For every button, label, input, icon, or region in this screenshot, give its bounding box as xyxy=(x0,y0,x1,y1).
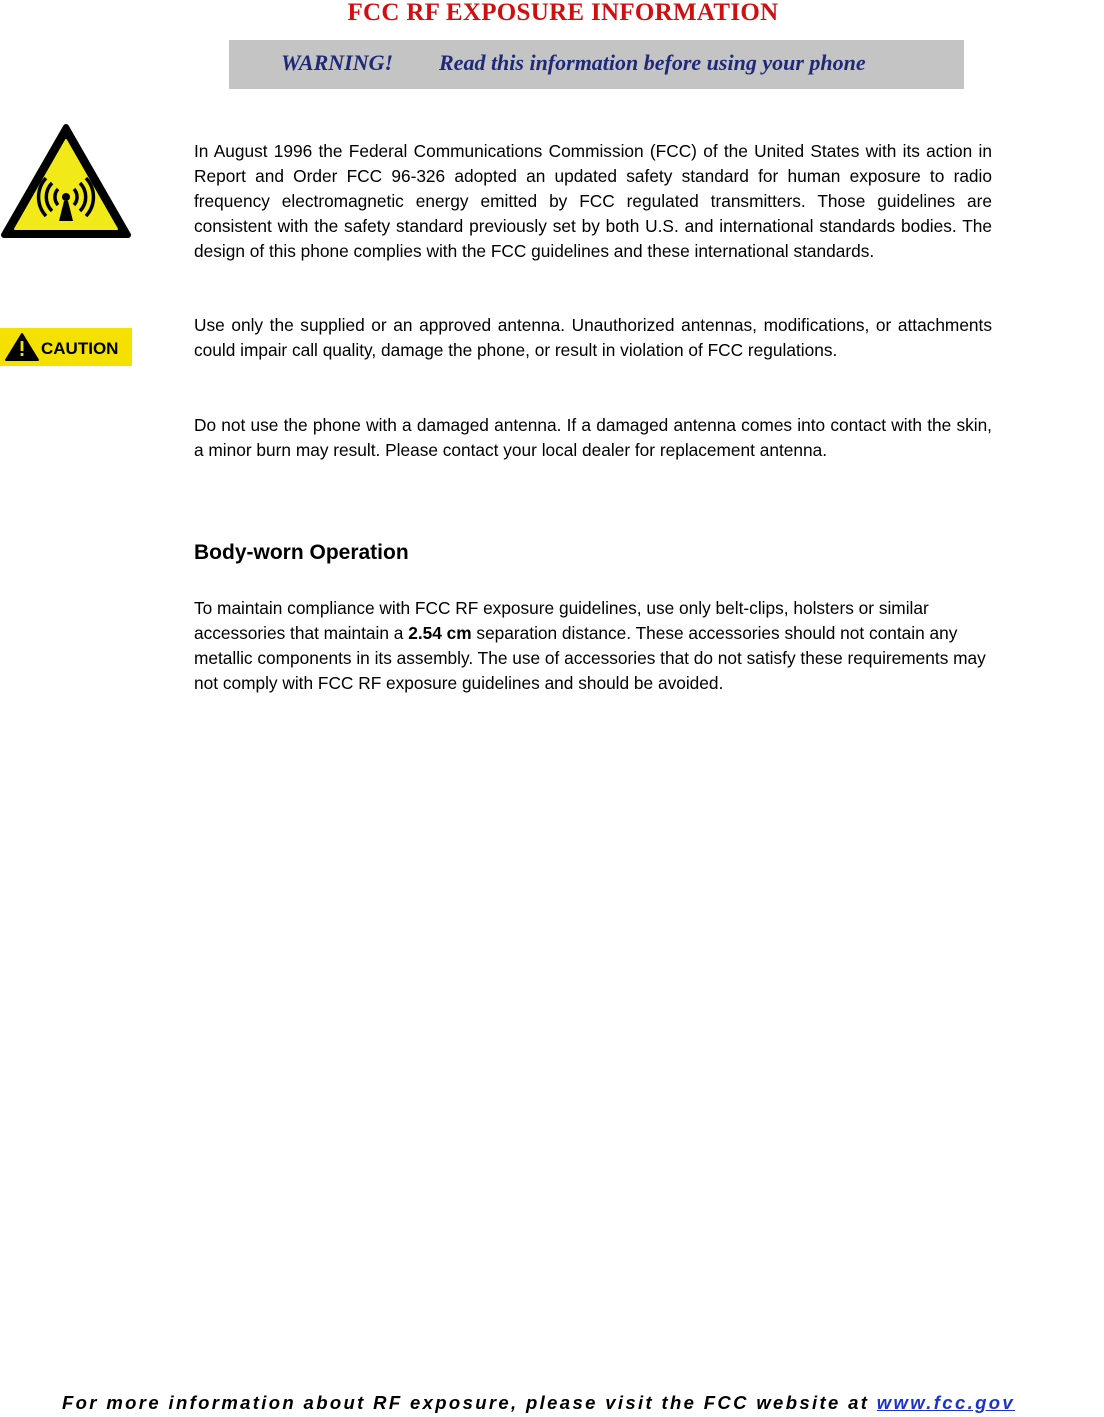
body-worn-text-end: separation distance. These accessories should not contain any metallic components in its assembly. The use of accessories that do not satisfy these requirements may not comply with FCC RF exposure guidelines and should be avoided. xyxy=(194,623,986,693)
rf-radiation-warning-icon xyxy=(0,123,132,241)
body-worn-text-start: To maintain compliance with FCC RF exposure guidelines, use only belt-clips, holsters or similar accessories that maintain a xyxy=(194,598,929,643)
page-title: FCC RF EXPOSURE INFORMATION xyxy=(347,0,779,26)
fcc-website-link[interactable]: www.fcc.gov xyxy=(876,1392,1016,1413)
caution-label-text: CAUTION xyxy=(41,339,119,358)
footer-text: For more information about RF exposure, please visit the FCC website at xyxy=(62,1392,877,1413)
body-worn-heading: Body-worn Operation xyxy=(194,541,409,564)
body-worn-paragraph xyxy=(194,596,992,696)
warning-banner xyxy=(229,40,964,89)
footer-note xyxy=(62,1391,1015,1415)
separation-distance: 2.54 cm xyxy=(408,623,472,643)
warning-text: Read this information before using your phone xyxy=(439,50,866,75)
intro-paragraph: In August 1996 the Federal Communications Commission (FCC) of the United States with its action in Report and Order FCC 96-326 adopted an updated safety standard for human exposure to radio frequency electromagnetic energy emitted by FCC regulated transmitters. Those guidelines are consistent with the safety standard previously set by both U.S. and international standards bodies. The design of this phone complies with the FCC guidelines and these international standards. xyxy=(194,141,992,261)
damaged-antenna-paragraph: Do not use the phone with a damaged antenna. If a damaged antenna comes into contact with the skin, a minor burn may result. Please contact your local dealer for replacement antenna. xyxy=(194,415,992,460)
caution-label-icon xyxy=(0,328,132,366)
warning-label: WARNING! xyxy=(281,50,394,75)
antenna-paragraph: Use only the supplied or an approved antenna. Unauthorized antennas, modifications, or attachments could impair call quality, damage the phone, or result in violation of FCC regulations. xyxy=(194,315,992,360)
